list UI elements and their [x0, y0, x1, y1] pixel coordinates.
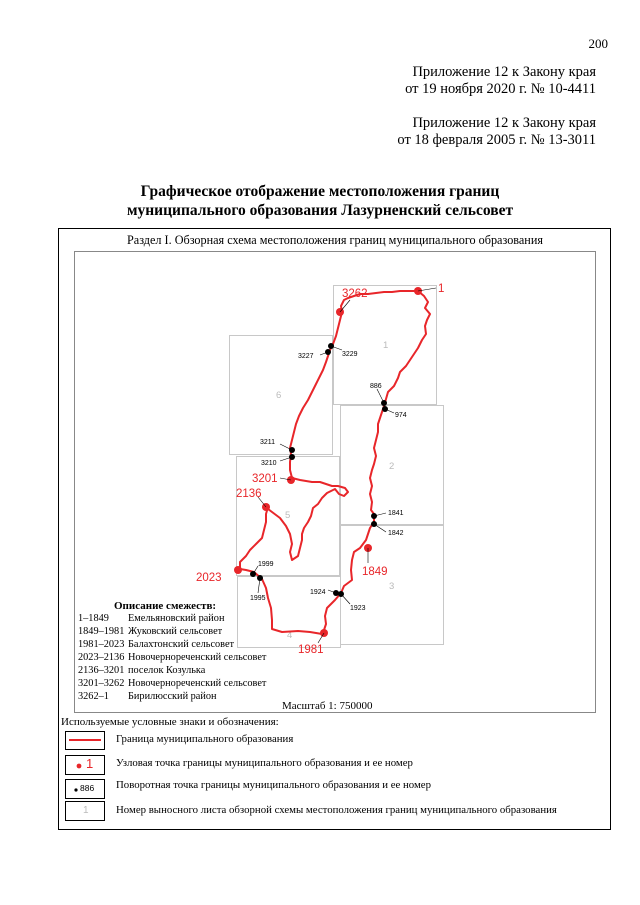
- title-line1: Графическое отображение местоположения границ: [140, 183, 500, 200]
- turn-label-886: 886: [370, 383, 382, 390]
- section-title: Раздел I. Обзорная схема местоположения границ муниципального образования: [127, 233, 543, 247]
- title-line2: муниципального образования Лазурненский сельсовет: [126, 202, 514, 219]
- legend-sheet-swatch: [65, 801, 105, 821]
- leader-886: [377, 389, 384, 403]
- leader-1923: [341, 594, 350, 604]
- legend-node-swatch: [65, 755, 105, 775]
- appendix-current-line1: Приложение 12 к Закону края: [412, 64, 596, 80]
- adjacency-row: 1849–1981 Жуковский сельсовет: [78, 626, 223, 637]
- leader-1842: [374, 524, 386, 532]
- turn-label-3229: 3229: [342, 351, 358, 358]
- adjacency-row: 2023–2136 Новочернореченский сельсовет: [78, 652, 267, 663]
- turn-label-3227: 3227: [298, 353, 314, 360]
- node-point-2023: [234, 566, 242, 574]
- legend-turn-text: Поворотная точка границы муниципального образования и ее номер: [116, 779, 431, 791]
- adjacency-row: 3262–1 Бирилюсский район: [78, 691, 217, 702]
- legend-node-sample: 1: [86, 756, 94, 771]
- legend-boundary-text: Граница муниципального образования: [116, 733, 294, 745]
- legend-turn-swatch: [65, 779, 105, 799]
- sheet-number-2: 2: [389, 461, 395, 472]
- turn-label-1923: 1923: [350, 605, 366, 612]
- legend-boundary-swatch: [65, 731, 105, 750]
- adjacency-row: 1981–2023 Балахтонский сельсовет: [78, 639, 235, 650]
- turn-label-1842: 1842: [388, 530, 404, 537]
- boundary-line-icon: [66, 732, 104, 749]
- turn-label-1841: 1841: [388, 510, 404, 517]
- leader-lines: [253, 288, 436, 643]
- sheet-number-1: 1: [383, 340, 389, 351]
- turn-label-1999: 1999: [258, 561, 274, 568]
- turn-label-3210: 3210: [261, 460, 277, 467]
- node-label-1: 1: [438, 283, 445, 295]
- legend-sheet-sample: 1: [83, 805, 89, 816]
- node-point-icon: [66, 756, 104, 774]
- map-scale: Масштаб 1: 750000: [282, 700, 373, 712]
- turn-points: [250, 343, 388, 597]
- node-label-3262: 3262: [342, 288, 368, 300]
- legend-heading: Используемые условные знаки и обозначения:: [61, 716, 279, 728]
- adjacency-row: 3201–3262 Новочернореченский сельсовет: [78, 678, 267, 689]
- node-label-1849: 1849: [362, 566, 388, 578]
- appendix-original-line2: от 18 февраля 2005 г. № 13-3011: [397, 132, 596, 148]
- sheet-number-6: 6: [276, 390, 282, 401]
- node-label-2136: 2136: [236, 488, 262, 500]
- appendix-current-line2: от 19 ноября 2020 г. № 10-4411: [405, 81, 596, 97]
- legend-sheet-text: Номер выносного листа обзорной схемы местоположения границ муниципального образования: [116, 804, 557, 816]
- adjacency-row: 2136–3201 поселок Козулька: [78, 665, 206, 676]
- sheet-number-3: 3: [389, 581, 395, 592]
- turn-label-1924: 1924: [310, 589, 326, 596]
- legend-node-text: Узловая точка границы муниципального образования и ее номер: [116, 757, 413, 769]
- node-label-3201: 3201: [252, 473, 278, 485]
- legend-turn-sample: 886: [80, 783, 95, 793]
- adjacency-row: 1–1849 Емельяновский район: [78, 613, 225, 624]
- adjacency-title: Описание смежеств:: [114, 600, 217, 612]
- turn-label-1995: 1995: [250, 595, 266, 602]
- sheet-number-4: 4: [287, 630, 293, 641]
- turn-label-3211: 3211: [260, 439, 276, 446]
- turn-label-974: 974: [395, 412, 407, 419]
- node-label-1981: 1981: [298, 644, 324, 656]
- node-label-2023: 2023: [196, 572, 222, 584]
- sheet-number-5: 5: [285, 510, 291, 521]
- appendix-original-line1: Приложение 12 к Закону края: [412, 115, 596, 131]
- page-number: 200: [588, 36, 608, 51]
